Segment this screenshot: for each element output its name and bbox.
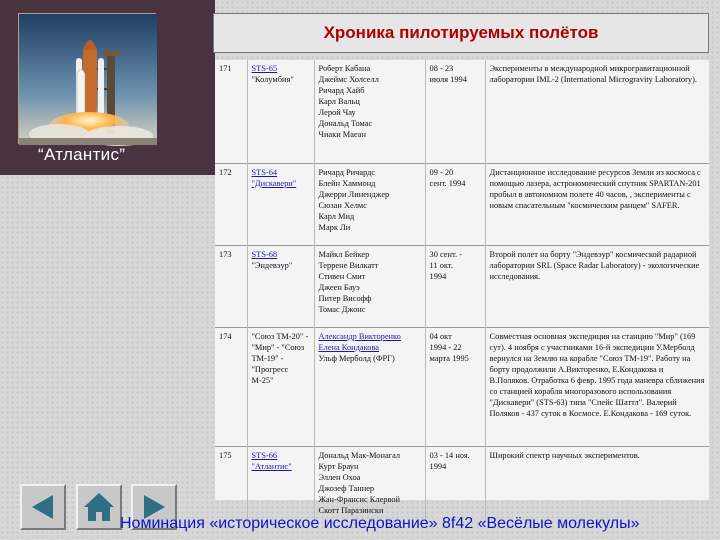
row-number: 173 [215, 245, 247, 327]
table-row [215, 327, 709, 446]
left-strip [0, 0, 215, 540]
notes-cell: Совместная основная экспедиция на станцию "Мир" (169 сут). 4 ноября с участниками 16-й экспедиции У.Мерболд вернулся на Землю на корабле "Союз ТМ-19". Работу на борту продолжили А.Викторенко, Е.Кондакова и В.Поляков. Отработка 6 февр. 1995 года маневра сближения со станцией корабля многоразового использования "Дискавери" (STS-63) типа "Спейс Шаттл". Валерий Поляков - 437 суток в Космосе. Е.Кондакова - 169 суток. [485, 327, 709, 446]
title-box [213, 13, 709, 53]
notes-cell: Эксперименты в международной микрогравитационной лаборатории IML-2 (International Microgravity Laboratory). [485, 60, 709, 163]
mission-link[interactable]: STS-68 [251, 249, 278, 259]
page-title: Хроника пилотируемых полётов [323, 23, 599, 42]
dates-cell: 03 - 14 ноя. 1994 [425, 446, 485, 522]
photo-caption: “Атлантис” [38, 145, 126, 164]
mission-link[interactable]: STS-65 [251, 64, 278, 73]
notes-cell: Широкий спектр научных экспериментов. [485, 446, 709, 522]
table-row [215, 245, 709, 327]
dates-cell: 09 - 20 сент. 1994 [425, 163, 485, 245]
notes-cell: Второй полет на борту "Эндевэур" космической радарной лаборатории SRL (Space Radar Laboratory) - экологические исследования. [485, 245, 709, 327]
mission-link[interactable]: STS-66 [251, 450, 278, 460]
home-icon [81, 490, 117, 524]
missions-table [215, 60, 709, 522]
dates-cell: 04 окт 1994 - 22 марта 1995 [425, 327, 485, 446]
footer-text: Номинация «историческое исследование» 8f42 «Весёлые молекулы» [120, 515, 640, 532]
ship-link[interactable]: "Дискавери" [251, 178, 297, 188]
mission-cell [247, 245, 314, 327]
dates-cell: 08 - 23 июля 1994 [425, 60, 485, 163]
crew-link[interactable]: Александр Викторенко Елена Кондакова [318, 331, 401, 352]
crew-text: Ульф Мерболд (ФРГ) [318, 353, 395, 363]
ship-name: "Эндевэур" [251, 260, 293, 270]
back-button[interactable] [20, 484, 66, 530]
space-shuttle-icon [19, 14, 157, 145]
mission-cell [247, 60, 314, 163]
mission-cell: "Союз ТМ-20" - "Мир" - "Союз ТМ-19" - "Прогресс М-25" [247, 327, 314, 446]
shuttle-photo [18, 13, 156, 144]
row-number: 171 [219, 64, 232, 73]
ship-link[interactable]: "Атлантис" [251, 461, 292, 471]
ship-name: "Колумбия" [251, 75, 294, 84]
row-number: 174 [215, 327, 247, 446]
home-button[interactable] [76, 484, 122, 530]
missions-table-container [215, 60, 709, 515]
triangle-left-icon [26, 490, 60, 524]
table-row [215, 163, 709, 245]
notes-cell: Дистанционное исследование ресурсов Земли из космоса с помощью лазера, астрономический спутник SPARTAN-201 пробыл в автономном полете 40 часов, , эксперименты с новым спасательным "космическим ранцем" SAFER. [485, 163, 709, 245]
crew-cell: Роберт Кабана Джеймс Холселл Ричард Хайб Карл Вальц Лерой Чау Дональд Томас Чиаки Маеан [314, 60, 425, 163]
crew-cell: Дональд Мак-Монагал Курт Браун Эллен Охоа Джозеф Таннер Жан-Франсис Клервой Скотт Паразински [314, 446, 425, 522]
crew-cell: Ричард Ричардс Блейн Хаммонд Джерри Линенджер Сюзан Хелмс Карл Мид Марк Ли [314, 163, 425, 245]
row-number: 175 [215, 446, 247, 522]
mission-cell [247, 163, 314, 245]
crew-cell: Майкл Бейкер Террене Вилкатт Стивен Смит Джеен Бауэ Питер Висофф Томас Джонс [314, 245, 425, 327]
mission-cell [247, 446, 314, 522]
crew-cell [314, 327, 425, 446]
mission-link[interactable]: STS-64 [251, 167, 278, 177]
table-row [215, 446, 709, 522]
row-number: 172 [215, 163, 247, 245]
dates-cell: 30 сент. - 11 окт. 1994 [425, 245, 485, 327]
table-row [215, 60, 709, 163]
